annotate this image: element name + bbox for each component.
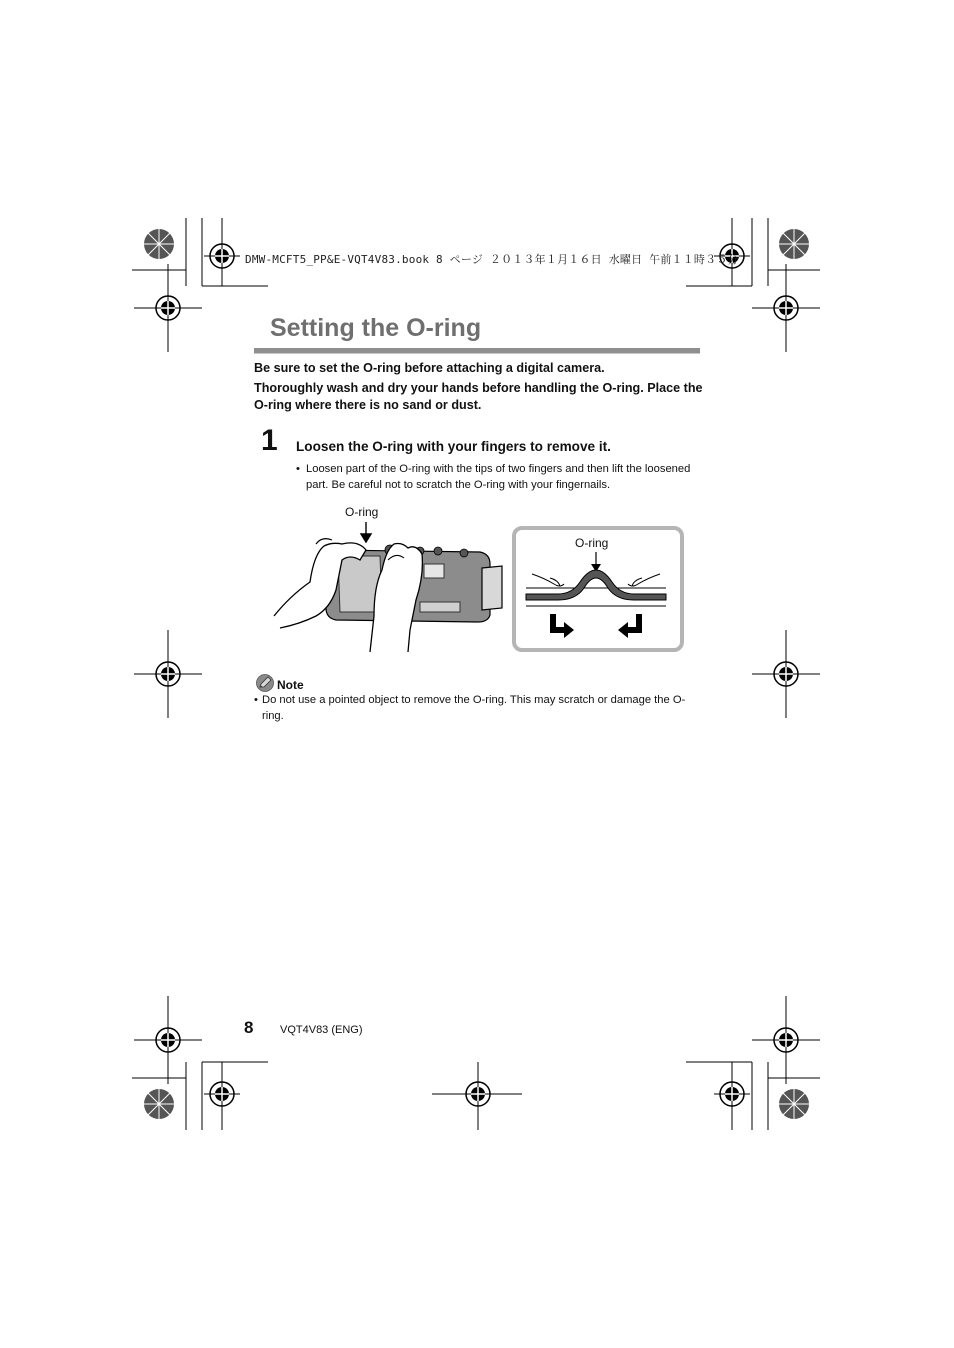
step-heading: Loosen the O-ring with your fingers to remove it. [296, 439, 611, 454]
hands-removing-oring-illustration [270, 520, 510, 655]
title-underline-shadow [254, 353, 700, 354]
step-bullet [296, 462, 696, 493]
note-text-block [254, 693, 704, 724]
note-label: Note [277, 678, 304, 692]
step-bullet-text: Loosen part of the O-ring with the tips of two fingers and then lift the loosened part. Be careful not to scratch the O-ring with your fingernails. [306, 463, 691, 491]
intro-line-1: Be sure to set the O-ring before attaching a digital camera. [254, 361, 605, 375]
note-text: Do not use a pointed object to remove the O-ring. This may scratch or damage the O-ring. [262, 694, 686, 722]
intro-line-2: Thoroughly wash and dry your hands before handling the O-ring. Place the O-ring where there is no sand or dust. [254, 381, 703, 412]
bullet-mark: • [254, 694, 258, 706]
page-number: 8 [244, 1018, 254, 1037]
oring-label-left: O-ring [345, 505, 379, 519]
note-pencil-icon [256, 674, 274, 692]
step-number: 1 [261, 424, 278, 457]
document-code: VQT4V83 (ENG) [280, 1024, 363, 1036]
bullet-mark: • [296, 463, 300, 475]
section-title: Setting the O-ring [270, 314, 482, 342]
oring-cross-section-diagram [516, 530, 676, 644]
oring-label-right: O-ring [575, 536, 609, 550]
print-header-line: DMW-MCFT5_PP&E-VQT4V83.book 8 ページ ２０１３年１月１６日 水曜日 午前１１時３５分 [245, 253, 739, 266]
